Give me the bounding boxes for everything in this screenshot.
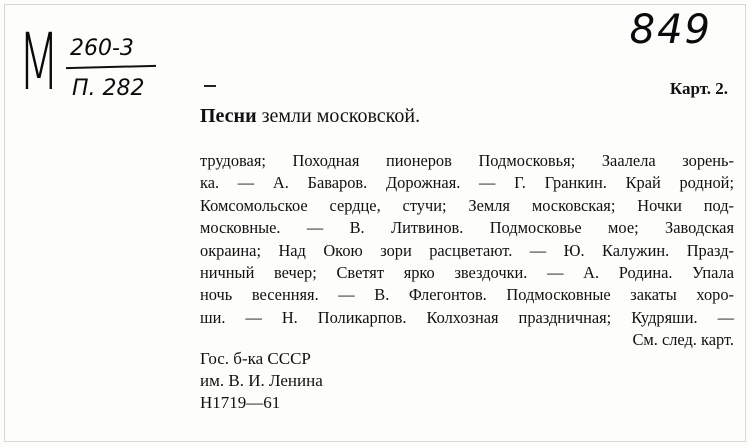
card-number: Карт. 2. (669, 79, 728, 98)
body-line: ничный вечер; Светят ярко звездочки. — А. Родина. Упала (200, 262, 734, 282)
library-stamp (200, 348, 323, 414)
body-line: ши. — Н. Поликарпов. Колхозная праздничная; Кудряши. — (200, 307, 734, 327)
accession-number: 849 (629, 7, 712, 53)
shelfmark-code: П. 282 (72, 76, 145, 101)
body-line: трудовая; Походная пионеров Подмосковья; Заалела зорень- (200, 151, 734, 170)
library-code: H1719—61 (200, 393, 281, 412)
title-lead: Песни (200, 105, 257, 127)
title-rest: земли московской. (256, 105, 421, 127)
body-line: московные. — В. Литвинов. Подмосковье мое; Заводская (200, 218, 734, 238)
shelfmark-letter: М (18, 18, 60, 108)
body-line: окраина; Над Окою зори расцветают. — Ю. Калужин. Празд- (200, 240, 734, 260)
see-next-card: См. след. карт. (632, 330, 734, 350)
body-line: Комсомольское сердце, стучи; Земля московская; Ночки под- (200, 195, 734, 215)
library-name: Гос. б-ка СССР (200, 349, 311, 368)
shelfmark-number: 260-3 (70, 36, 134, 61)
body-line: ка. — А. Баваров. Дорожная. — Г. Гранкин. Край родной; (200, 173, 734, 193)
library-dedication: им. В. И. Ленина (200, 371, 323, 390)
card-title (200, 104, 420, 128)
dash-mark (204, 85, 216, 87)
body-line: ночь весенняя. — В. Флегонтов. Подмосковные закаты хоро- (200, 285, 734, 305)
card-body (200, 150, 734, 352)
